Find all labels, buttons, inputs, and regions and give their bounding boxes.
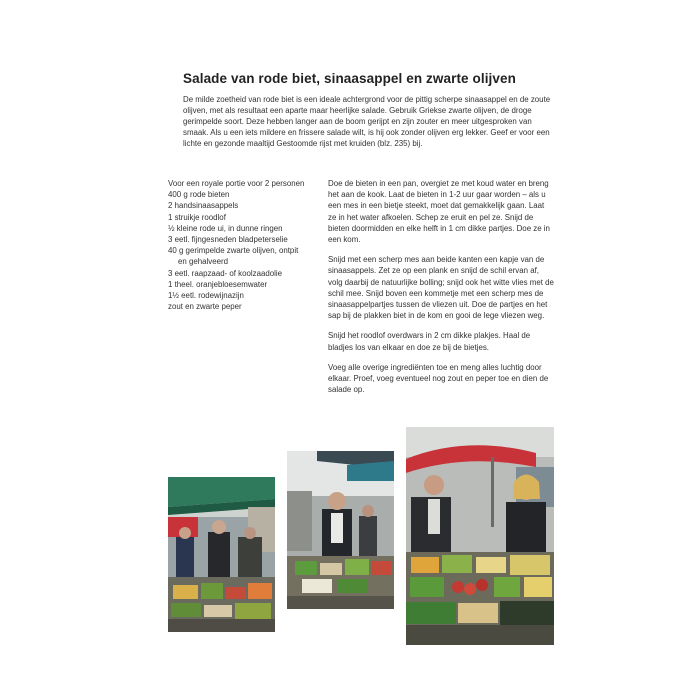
ingredient-item: 3 eetl. fijngesneden bladpeterselie [168,235,288,245]
ingredient-item: 1½ eetl. rodewijnazijn [168,291,244,301]
ingredient-item: 1 struikje roodlof [168,212,226,222]
ingredient-list [168,178,318,312]
market-stall-photo [168,477,275,632]
ingredient-item: 1 theel. oranjebloesemwater [168,279,268,289]
ingredient-item: 40 g gerimpelde zwarte olijven, ontpit [168,246,299,256]
recipe-intro: De milde zoetheid van rode biet is een ideale achtergrond voor de pittig scherpe sinaasappel en de zoute olijven, met als resultaat een aparte maar heerlijke salade. Gebruik Griekse zwarte olijven, de droge gerimpelde soort. Deze hebben langer aan de boom gerijpt en zijn zouter en meer uitgesproken van smaak. Als u een iets mildere en frissere salade wilt, is hij ook zonder olijven erg lekker. Geef er voor een lichte en gezonde maaltijd Gestoomde rijst met kruiden (blz. 235) bij. [183,94,551,148]
ingredient-item: 400 g rode bieten [168,190,230,200]
ingredient-item: zout en zwarte peper [168,302,242,312]
method-steps [328,178,554,404]
market-produce-photo [406,427,554,645]
ingredient-item: ½ kleine rode ui, in dunne ringen [168,223,283,233]
method-step: Snijd met een scherp mes aan beide kanten een kapje van de sinaasappels. Zet ze op een plank en snijd de schil ervan af, volg daarbij de natuurlijke bolling; snijd ook het witte vlies met de schil mee. Snijd boven een kommetje met een scherp mes de sinaasappelpartjes tussen de vliezen uit. Doe de partjes en het sap bij de plakken biet in de kom en gooi de lege vliezen weg. [328,255,554,321]
market-vendor-photo [287,451,394,609]
method-step: Voeg alle overige ingrediënten toe en meng alles luchtig door elkaar. Proef, voeg eventueel nog zout en peper toe en dien de salade op. [328,362,549,395]
ingredient-item: en gehalveerd [178,257,229,267]
ingredient-item: 3 eetl. raapzaad- of koolzaadolie [168,268,283,278]
market-produce-illustration [406,427,554,645]
ingredient-item: 2 handsinaasappels [168,201,239,211]
method-step: Doe de bieten in een pan, overgiet ze met koud water en breng het aan de kook. Laat de bieten in 1-2 uur gaar worden – als u een mes in een bietje steekt, moet dat gemakkelijk gaan. Laat ze in het water afkoelen. Schep ze eruit en pel ze. Snijd de bieten doormidden en elke helft in 1 cm dikke partjes. Doe ze in een kom. [328,179,550,245]
market-vendor-illustration [287,451,394,609]
market-stall-illustration [168,477,275,632]
ingredient-item: Voor een royale portie voor 2 personen [168,179,305,188]
method-step: Snijd het roodlof overdwars in 2 cm dikke plakjes. Haal de bladjes los van elkaar en doe ze bij de bietjes. [328,331,531,352]
recipe-title: Salade van rode biet, sinaasappel en zwarte olijven [183,71,516,87]
